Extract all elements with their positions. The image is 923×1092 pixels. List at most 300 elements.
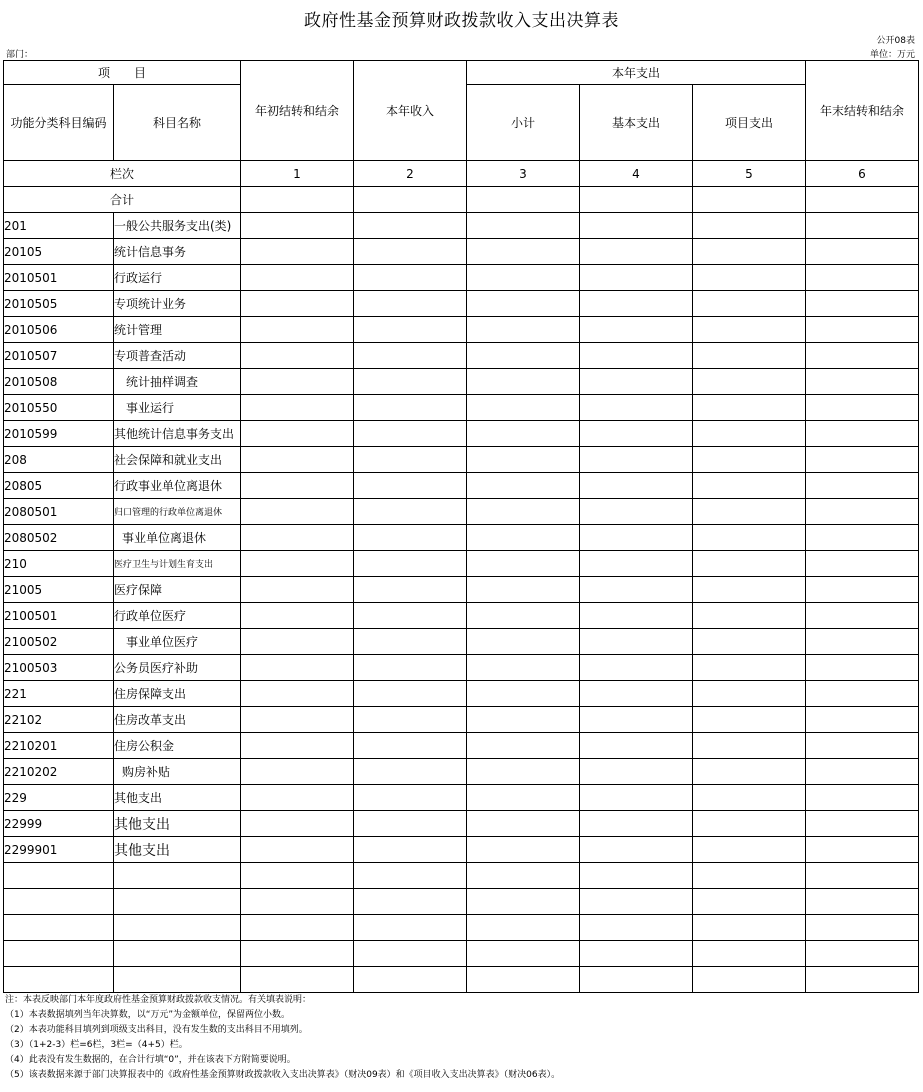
- subject-name-cell: 其他统计信息事务支出: [114, 421, 241, 447]
- subject-name-cell: 其他支出: [114, 837, 241, 863]
- note-line: （1）本表数据填列当年决算数，以“万元”为金额单位，保留两位小数。: [5, 1010, 291, 1020]
- amount-cell: [580, 889, 693, 915]
- amount-cell: [241, 265, 354, 291]
- amount-cell: [580, 915, 693, 941]
- report-table: [3, 60, 919, 993]
- amount-cell: [467, 785, 580, 811]
- amount-cell: [806, 811, 919, 837]
- table-row: [4, 707, 919, 733]
- amount-cell: [354, 967, 467, 993]
- amount-cell: [806, 291, 919, 317]
- amount-cell: [241, 733, 354, 759]
- amount-cell: [580, 785, 693, 811]
- amount-cell: [693, 681, 806, 707]
- amount-cell: [241, 837, 354, 863]
- table-row: [4, 941, 919, 967]
- function-code-cell: 229: [4, 785, 114, 811]
- amount-cell: [806, 213, 919, 239]
- amount-cell: [467, 343, 580, 369]
- amount-cell: [467, 213, 580, 239]
- amount-cell: [354, 837, 467, 863]
- amount-cell: [354, 291, 467, 317]
- amount-cell: [693, 551, 806, 577]
- amount-cell: [693, 889, 806, 915]
- amount-cell: [806, 655, 919, 681]
- amount-cell: [693, 447, 806, 473]
- function-code-cell: [4, 889, 114, 915]
- table-row: [4, 499, 919, 525]
- amount-cell: [241, 213, 354, 239]
- amount-cell: [241, 915, 354, 941]
- amount-cell: [354, 889, 467, 915]
- amount-cell: [467, 239, 580, 265]
- amount-cell: [467, 603, 580, 629]
- amount-cell: [467, 317, 580, 343]
- table-row: [4, 369, 919, 395]
- table-row: [4, 655, 919, 681]
- header-begin-balance: 年初结转和结余: [241, 61, 354, 161]
- function-code-cell: 2010501: [4, 265, 114, 291]
- amount-cell: [241, 525, 354, 551]
- amount-cell: [806, 733, 919, 759]
- amount-cell: [467, 967, 580, 993]
- amount-cell: [580, 551, 693, 577]
- amount-cell: [580, 603, 693, 629]
- amount-cell: [241, 291, 354, 317]
- subject-name-cell: [114, 915, 241, 941]
- amount-cell: [467, 577, 580, 603]
- col-number: 6: [806, 161, 919, 187]
- function-code-cell: 2080501: [4, 499, 114, 525]
- function-code-cell: 210: [4, 551, 114, 577]
- amount-cell: [354, 551, 467, 577]
- col-index-label: 栏次: [4, 161, 241, 187]
- amount-cell: [693, 421, 806, 447]
- amount-cell: [467, 551, 580, 577]
- subject-name-cell: 专项统计业务: [114, 291, 241, 317]
- table-row: [4, 681, 919, 707]
- table-row: [4, 733, 919, 759]
- subject-name-cell: 行政单位医疗: [114, 603, 241, 629]
- amount-cell: [354, 655, 467, 681]
- table-row: [4, 759, 919, 785]
- amount-cell: [693, 395, 806, 421]
- total-label: 合计: [4, 187, 241, 213]
- amount-cell: [467, 447, 580, 473]
- subject-name-cell: 其他支出: [114, 811, 241, 837]
- amount-cell: [467, 707, 580, 733]
- function-code-cell: 2010506: [4, 317, 114, 343]
- function-code-cell: 2100502: [4, 629, 114, 655]
- subject-name-cell: 事业单位离退休: [114, 525, 241, 551]
- amount-cell: [241, 967, 354, 993]
- amount-cell: [241, 681, 354, 707]
- amount-cell: [693, 785, 806, 811]
- subject-name-cell: [114, 863, 241, 889]
- amount-cell: [241, 577, 354, 603]
- amount-cell: [693, 603, 806, 629]
- amount-cell: [806, 967, 919, 993]
- function-code-cell: 2210201: [4, 733, 114, 759]
- amount-cell: [693, 967, 806, 993]
- amount-cell: [354, 629, 467, 655]
- subject-name-cell: 购房补贴: [114, 759, 241, 785]
- table-row: [4, 785, 919, 811]
- amount-cell: [241, 473, 354, 499]
- table-row: [4, 915, 919, 941]
- subject-name-cell: 医疗保障: [114, 577, 241, 603]
- amount-cell: [354, 447, 467, 473]
- function-code-cell: 2210202: [4, 759, 114, 785]
- col-number: 1: [241, 161, 354, 187]
- amount-cell: [354, 707, 467, 733]
- amount-cell: [467, 499, 580, 525]
- subject-name-cell: 归口管理的行政单位离退休: [114, 499, 241, 525]
- subject-name-cell: 社会保障和就业支出: [114, 447, 241, 473]
- amount-cell: [467, 811, 580, 837]
- amount-cell: [580, 681, 693, 707]
- amount-cell: [806, 707, 919, 733]
- table-row: [4, 239, 919, 265]
- amount-cell: [467, 395, 580, 421]
- function-code-cell: 20805: [4, 473, 114, 499]
- department-label: 部门：: [6, 50, 34, 60]
- amount-cell: [693, 733, 806, 759]
- subject-name-cell: 一般公共服务支出(类): [114, 213, 241, 239]
- subject-name-cell: 住房保障支出: [114, 681, 241, 707]
- notes: [5, 993, 560, 1083]
- amount-cell: [241, 941, 354, 967]
- amount-cell: [580, 629, 693, 655]
- amount-cell: [467, 733, 580, 759]
- total-cell: [354, 187, 467, 213]
- table-row: [4, 447, 919, 473]
- amount-cell: [241, 811, 354, 837]
- amount-cell: [806, 603, 919, 629]
- function-code-cell: 221: [4, 681, 114, 707]
- amount-cell: [806, 525, 919, 551]
- table-row: [4, 551, 919, 577]
- table-row: [4, 889, 919, 915]
- amount-cell: [467, 889, 580, 915]
- table-row: [4, 837, 919, 863]
- amount-cell: [354, 525, 467, 551]
- table-row: [4, 395, 919, 421]
- amount-cell: [806, 551, 919, 577]
- amount-cell: [354, 421, 467, 447]
- function-code-cell: 2010505: [4, 291, 114, 317]
- total-cell: [806, 187, 919, 213]
- amount-cell: [693, 343, 806, 369]
- header-func-code: 功能分类科目编码: [4, 85, 114, 161]
- amount-cell: [580, 837, 693, 863]
- amount-cell: [580, 473, 693, 499]
- amount-cell: [354, 499, 467, 525]
- header-subject-name: 科目名称: [114, 85, 241, 161]
- amount-cell: [241, 603, 354, 629]
- table-row: [4, 291, 919, 317]
- amount-cell: [580, 707, 693, 733]
- amount-cell: [806, 863, 919, 889]
- function-code-cell: [4, 915, 114, 941]
- note-line: （4）此表没有发生数据的，在合计行填“0”，并在该表下方附简要说明。: [5, 1055, 296, 1065]
- amount-cell: [467, 265, 580, 291]
- amount-cell: [580, 265, 693, 291]
- function-code-cell: [4, 941, 114, 967]
- function-code-cell: 2100503: [4, 655, 114, 681]
- amount-cell: [580, 239, 693, 265]
- function-code-cell: 201: [4, 213, 114, 239]
- unit-label: 单位：万元: [869, 50, 915, 60]
- col-number: 5: [693, 161, 806, 187]
- col-number: 3: [467, 161, 580, 187]
- subject-name-cell: 行政运行: [114, 265, 241, 291]
- amount-cell: [693, 525, 806, 551]
- amount-cell: [806, 265, 919, 291]
- amount-cell: [467, 629, 580, 655]
- amount-cell: [241, 343, 354, 369]
- table-row: [4, 811, 919, 837]
- table-row: [4, 629, 919, 655]
- function-code-cell: 2080502: [4, 525, 114, 551]
- table-row: [4, 603, 919, 629]
- amount-cell: [806, 577, 919, 603]
- amount-cell: [354, 213, 467, 239]
- amount-cell: [354, 603, 467, 629]
- function-code-cell: [4, 863, 114, 889]
- function-code-cell: 2100501: [4, 603, 114, 629]
- amount-cell: [693, 317, 806, 343]
- function-code-cell: 208: [4, 447, 114, 473]
- amount-cell: [241, 395, 354, 421]
- amount-cell: [241, 447, 354, 473]
- amount-cell: [580, 967, 693, 993]
- function-code-cell: 2010550: [4, 395, 114, 421]
- amount-cell: [467, 681, 580, 707]
- amount-cell: [580, 525, 693, 551]
- amount-cell: [354, 759, 467, 785]
- function-code-cell: 2010508: [4, 369, 114, 395]
- amount-cell: [241, 655, 354, 681]
- note-line: （3）（1+2-3）栏=6栏，3栏=（4+5）栏。: [5, 1040, 188, 1050]
- amount-cell: [806, 759, 919, 785]
- amount-cell: [806, 369, 919, 395]
- subject-name-cell: 统计抽样调查: [114, 369, 241, 395]
- amount-cell: [354, 473, 467, 499]
- subject-name-cell: 统计管理: [114, 317, 241, 343]
- amount-cell: [693, 369, 806, 395]
- amount-cell: [354, 265, 467, 291]
- subject-name-cell: 住房改革支出: [114, 707, 241, 733]
- subject-name-cell: 专项普查活动: [114, 343, 241, 369]
- subject-name-cell: 公务员医疗补助: [114, 655, 241, 681]
- header-expenditure: 本年支出: [467, 61, 806, 85]
- amount-cell: [806, 681, 919, 707]
- amount-cell: [580, 213, 693, 239]
- amount-cell: [693, 213, 806, 239]
- amount-cell: [580, 447, 693, 473]
- amount-cell: [580, 863, 693, 889]
- amount-cell: [354, 343, 467, 369]
- amount-cell: [467, 473, 580, 499]
- header-end-balance: 年末结转和结余: [806, 61, 919, 161]
- table-row: [4, 525, 919, 551]
- amount-cell: [241, 629, 354, 655]
- amount-cell: [580, 941, 693, 967]
- amount-cell: [693, 239, 806, 265]
- amount-cell: [693, 291, 806, 317]
- note-line: （5）该表数据来源于部门决算报表中的《政府性基金预算财政拨款收入支出决算表》（财决09表）和《项目收入支出决算表》（财决06表）。: [5, 1070, 561, 1080]
- subject-name-cell: [114, 941, 241, 967]
- amount-cell: [693, 915, 806, 941]
- subject-name-cell: 其他支出: [114, 785, 241, 811]
- col-number: 2: [354, 161, 467, 187]
- amount-cell: [580, 577, 693, 603]
- function-code-cell: 21005: [4, 577, 114, 603]
- subject-name-cell: 统计信息事务: [114, 239, 241, 265]
- amount-cell: [693, 499, 806, 525]
- amount-cell: [806, 317, 919, 343]
- function-code-cell: 2299901: [4, 837, 114, 863]
- amount-cell: [806, 343, 919, 369]
- amount-cell: [354, 941, 467, 967]
- amount-cell: [580, 811, 693, 837]
- amount-cell: [354, 863, 467, 889]
- amount-cell: [580, 369, 693, 395]
- amount-cell: [467, 863, 580, 889]
- total-cell: [241, 187, 354, 213]
- amount-cell: [467, 915, 580, 941]
- amount-cell: [580, 421, 693, 447]
- amount-cell: [693, 629, 806, 655]
- function-code-cell: 22102: [4, 707, 114, 733]
- amount-cell: [241, 317, 354, 343]
- amount-cell: [806, 889, 919, 915]
- amount-cell: [693, 941, 806, 967]
- subject-name-cell: [114, 889, 241, 915]
- amount-cell: [580, 759, 693, 785]
- total-cell: [693, 187, 806, 213]
- function-code-cell: 22999: [4, 811, 114, 837]
- amount-cell: [354, 239, 467, 265]
- header-subtotal: 小计: [467, 85, 580, 161]
- amount-cell: [806, 629, 919, 655]
- amount-cell: [693, 863, 806, 889]
- amount-cell: [806, 395, 919, 421]
- amount-cell: [467, 837, 580, 863]
- table-row: [4, 577, 919, 603]
- subject-name-cell: [114, 967, 241, 993]
- header-project: 项目支出: [693, 85, 806, 161]
- amount-cell: [806, 447, 919, 473]
- amount-cell: [580, 499, 693, 525]
- amount-cell: [580, 343, 693, 369]
- amount-cell: [467, 655, 580, 681]
- table-row: [4, 343, 919, 369]
- header-basic: 基本支出: [580, 85, 693, 161]
- amount-cell: [693, 811, 806, 837]
- amount-cell: [693, 707, 806, 733]
- amount-cell: [806, 941, 919, 967]
- table-row: [4, 265, 919, 291]
- function-code-cell: 2010599: [4, 421, 114, 447]
- amount-cell: [354, 915, 467, 941]
- amount-cell: [241, 421, 354, 447]
- amount-cell: [354, 733, 467, 759]
- subject-name-cell: 住房公积金: [114, 733, 241, 759]
- amount-cell: [580, 395, 693, 421]
- amount-cell: [354, 785, 467, 811]
- amount-cell: [806, 915, 919, 941]
- amount-cell: [693, 759, 806, 785]
- amount-cell: [354, 681, 467, 707]
- amount-cell: [693, 473, 806, 499]
- subject-name-cell: 医疗卫生与计划生育支出: [114, 551, 241, 577]
- form-number: 公开08表: [876, 36, 915, 46]
- amount-cell: [354, 317, 467, 343]
- function-code-cell: 2010507: [4, 343, 114, 369]
- page-title: 政府性基金预算财政拨款收入支出决算表: [304, 11, 619, 31]
- amount-cell: [241, 889, 354, 915]
- amount-cell: [580, 317, 693, 343]
- amount-cell: [806, 499, 919, 525]
- amount-cell: [467, 369, 580, 395]
- header-income: 本年收入: [354, 61, 467, 161]
- amount-cell: [241, 785, 354, 811]
- subject-name-cell: 事业运行: [114, 395, 241, 421]
- amount-cell: [693, 265, 806, 291]
- amount-cell: [467, 525, 580, 551]
- amount-cell: [580, 291, 693, 317]
- subject-name-cell: 事业单位医疗: [114, 629, 241, 655]
- amount-cell: [580, 655, 693, 681]
- amount-cell: [354, 811, 467, 837]
- amount-cell: [693, 655, 806, 681]
- table-row: [4, 421, 919, 447]
- col-number: 4: [580, 161, 693, 187]
- total-cell: [580, 187, 693, 213]
- amount-cell: [806, 239, 919, 265]
- header-item: 项 目: [4, 61, 241, 85]
- function-code-cell: [4, 967, 114, 993]
- function-code-cell: 20105: [4, 239, 114, 265]
- table-row: [4, 317, 919, 343]
- note-line: （2）本表功能科目填列到项级支出科目，没有发生数的支出科目不用填列。: [5, 1025, 308, 1035]
- amount-cell: [241, 551, 354, 577]
- amount-cell: [806, 837, 919, 863]
- subject-name-cell: 行政事业单位离退休: [114, 473, 241, 499]
- amount-cell: [354, 395, 467, 421]
- amount-cell: [241, 239, 354, 265]
- amount-cell: [693, 837, 806, 863]
- amount-cell: [241, 499, 354, 525]
- total-cell: [467, 187, 580, 213]
- amount-cell: [806, 421, 919, 447]
- amount-cell: [467, 421, 580, 447]
- amount-cell: [241, 369, 354, 395]
- amount-cell: [580, 733, 693, 759]
- amount-cell: [806, 473, 919, 499]
- amount-cell: [354, 369, 467, 395]
- table-row: [4, 213, 919, 239]
- amount-cell: [241, 863, 354, 889]
- amount-cell: [693, 577, 806, 603]
- table-row: [4, 967, 919, 993]
- amount-cell: [806, 785, 919, 811]
- table-row: [4, 863, 919, 889]
- amount-cell: [467, 941, 580, 967]
- note-line: 注：本表反映部门本年度政府性基金预算财政拨款收支情况。有关填表说明：: [5, 995, 312, 1005]
